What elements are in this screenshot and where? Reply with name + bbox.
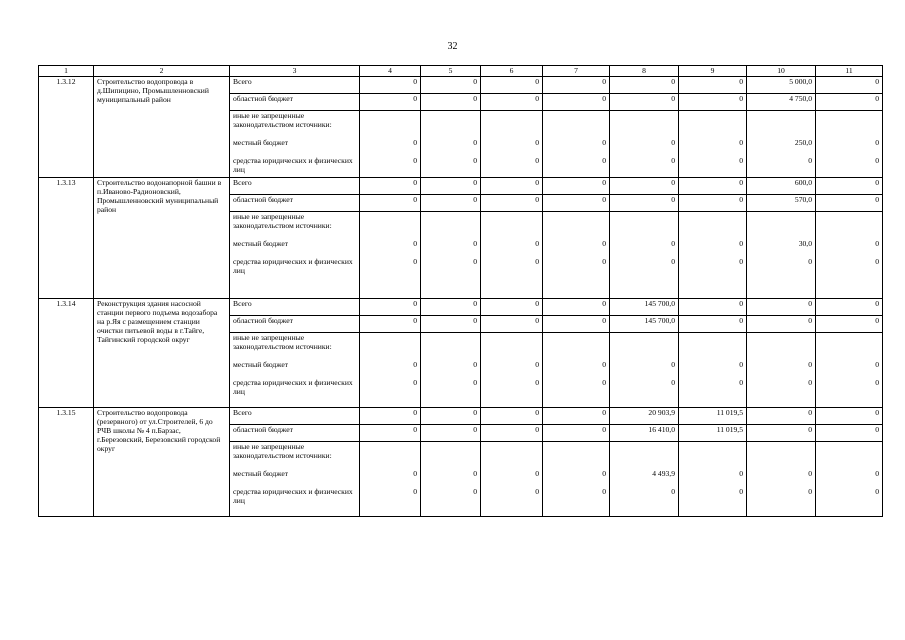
- value-local: 0: [808, 469, 812, 478]
- value-legal: 0: [808, 257, 812, 266]
- value-cell: 20 903,9: [610, 408, 679, 425]
- value-cell: 0: [543, 316, 610, 333]
- value-legal: 0: [875, 156, 879, 165]
- value-cell: 0: [610, 77, 679, 94]
- source-label-local: местный бюджет: [233, 469, 289, 478]
- source-label-local: местный бюджет: [233, 360, 289, 369]
- spacer: [750, 111, 812, 138]
- value-cell: 4 750,0: [747, 94, 816, 111]
- value-local: 0: [413, 360, 417, 369]
- spacer: [484, 111, 539, 138]
- value-local: 0: [875, 469, 879, 478]
- project-row-total: [39, 408, 883, 425]
- spacer: [484, 442, 539, 469]
- value-local: 0: [473, 469, 477, 478]
- value-cell: 145 700,0: [610, 299, 679, 316]
- project-name: Строительство водопровода в д.Шипицино, Промышленновский муниципальный район: [94, 77, 230, 178]
- value-cell: 0: [360, 77, 421, 94]
- spacer: [546, 442, 606, 469]
- value-legal: 0: [473, 156, 477, 165]
- value-legal: 0: [473, 378, 477, 387]
- value-cell: 5 000,0: [747, 77, 816, 94]
- value-legal: 0: [413, 487, 417, 496]
- value-cell: 0: [360, 425, 421, 442]
- column-header: 2: [94, 66, 230, 77]
- value-local: 0: [671, 360, 675, 369]
- value-cell-stack: [610, 111, 679, 178]
- value-cell-stack: [360, 333, 421, 408]
- project-code: 1.3.15: [39, 408, 94, 517]
- project-code: 1.3.12: [39, 77, 94, 178]
- value-cell: 0: [421, 94, 481, 111]
- project-row-total: [39, 77, 883, 94]
- source-label-regional: областной бюджет: [230, 425, 360, 442]
- value-cell: 0: [481, 77, 543, 94]
- value-cell: 0: [481, 94, 543, 111]
- spacer: [363, 111, 417, 138]
- spacer: [750, 212, 812, 239]
- value-cell: 0: [543, 299, 610, 316]
- other-sources-cell: [230, 212, 360, 299]
- value-cell: 0: [816, 299, 883, 316]
- column-header: 1: [39, 66, 94, 77]
- value-local: 0: [535, 360, 539, 369]
- spacer: [819, 212, 879, 239]
- spacer: [363, 333, 417, 360]
- value-cell-stack: [610, 212, 679, 299]
- value-local: 0: [535, 469, 539, 478]
- column-header: 5: [421, 66, 481, 77]
- value-local: 0: [808, 360, 812, 369]
- project-name: Строительство водонапорной башни в п.Иваново-Радионовский, Промышленновский муниципальный район: [94, 178, 230, 299]
- value-cell-stack: [543, 212, 610, 299]
- value-local: 0: [473, 239, 477, 248]
- value-legal: 0: [535, 257, 539, 266]
- value-cell: 0: [360, 299, 421, 316]
- value-cell-stack: [481, 333, 543, 408]
- value-cell: 0: [747, 425, 816, 442]
- value-cell: 0: [543, 408, 610, 425]
- value-cell-stack: [543, 442, 610, 517]
- value-cell: 0: [481, 408, 543, 425]
- value-cell: 11 019,5: [679, 408, 747, 425]
- source-label-total: Всего: [230, 408, 360, 425]
- project-code: 1.3.14: [39, 299, 94, 408]
- value-local: 30,0: [798, 239, 812, 248]
- value-local: 0: [739, 138, 743, 147]
- project-code: 1.3.13: [39, 178, 94, 299]
- value-legal: 0: [413, 378, 417, 387]
- value-cell-stack: [816, 212, 883, 299]
- value-cell-stack: [543, 333, 610, 408]
- value-legal: 0: [808, 156, 812, 165]
- value-cell: 0: [816, 425, 883, 442]
- spacer: [682, 442, 743, 469]
- spacer: [546, 333, 606, 360]
- value-local: 0: [602, 239, 606, 248]
- value-cell-stack: [421, 333, 481, 408]
- source-label-total: Всего: [230, 299, 360, 316]
- spacer: [819, 111, 879, 138]
- value-cell-stack: [481, 442, 543, 517]
- value-cell: 0: [481, 195, 543, 212]
- value-cell-stack: [481, 212, 543, 299]
- source-label-legal: средства юридических и физических лиц: [233, 257, 353, 275]
- value-cell: 0: [421, 316, 481, 333]
- value-legal: 0: [671, 156, 675, 165]
- project-name: Строительство водопровода (резервного) от ул.Строителей, 6 до РЧВ школы № 4 п.Барзас, г.Березовский, Березовский городской округ: [94, 408, 230, 517]
- value-cell: 0: [816, 316, 883, 333]
- value-local: 0: [875, 239, 879, 248]
- project-name: Реконструкция здания насосной станции первого подъема водозабора на р.Яя с размещением станции очистки питьевой воды в г.Тайге, Тайгинский городской округ: [94, 299, 230, 408]
- value-cell: 0: [360, 316, 421, 333]
- value-local: 0: [602, 469, 606, 478]
- value-cell-stack: [421, 212, 481, 299]
- value-local: 0: [413, 239, 417, 248]
- value-legal: 0: [875, 257, 879, 266]
- value-local: 4 493,9: [652, 469, 675, 478]
- value-legal: 0: [473, 487, 477, 496]
- value-local: 0: [671, 239, 675, 248]
- value-cell-stack: [747, 333, 816, 408]
- value-local: 0: [671, 138, 675, 147]
- spacer: [613, 111, 675, 138]
- value-cell: 0: [481, 425, 543, 442]
- value-legal: 0: [875, 378, 879, 387]
- value-cell-stack: [421, 442, 481, 517]
- value-cell: 0: [747, 408, 816, 425]
- value-legal: 0: [739, 257, 743, 266]
- column-number-row: [39, 66, 883, 77]
- project-row-total: [39, 178, 883, 195]
- value-cell-stack: [360, 212, 421, 299]
- spacer: [613, 212, 675, 239]
- value-legal: 0: [535, 378, 539, 387]
- value-cell: 0: [543, 178, 610, 195]
- value-legal: 0: [535, 156, 539, 165]
- value-local: 250,0: [794, 138, 812, 147]
- value-cell-stack: [679, 111, 747, 178]
- value-legal: 0: [671, 257, 675, 266]
- column-header: 6: [481, 66, 543, 77]
- source-label-other: иные не запрещенные законодательством источники:: [233, 111, 332, 129]
- value-legal: 0: [808, 487, 812, 496]
- source-label-other: иные не запрещенные законодательством источники:: [233, 442, 332, 460]
- value-local: 0: [739, 360, 743, 369]
- value-local: 0: [413, 138, 417, 147]
- value-cell-stack: [610, 442, 679, 517]
- other-sources-cell: [230, 111, 360, 178]
- value-cell: 11 019,5: [679, 425, 747, 442]
- value-cell: 0: [481, 299, 543, 316]
- value-local: 0: [602, 360, 606, 369]
- value-cell: 0: [421, 195, 481, 212]
- spacer: [424, 212, 477, 239]
- source-label-local: местный бюджет: [233, 239, 289, 248]
- value-cell: 0: [360, 94, 421, 111]
- column-header: 9: [679, 66, 747, 77]
- value-cell-stack: [747, 442, 816, 517]
- value-cell: 0: [543, 77, 610, 94]
- column-header: 4: [360, 66, 421, 77]
- value-legal: 0: [671, 487, 675, 496]
- source-label-regional: областной бюджет: [230, 94, 360, 111]
- spacer: [682, 212, 743, 239]
- value-cell-stack: [610, 333, 679, 408]
- value-cell: 0: [679, 77, 747, 94]
- value-cell: 0: [816, 178, 883, 195]
- value-cell: 0: [679, 94, 747, 111]
- value-cell: 0: [481, 316, 543, 333]
- value-legal: 0: [602, 257, 606, 266]
- value-cell: 0: [360, 408, 421, 425]
- column-header: 10: [747, 66, 816, 77]
- value-cell-stack: [747, 212, 816, 299]
- value-cell-stack: [679, 333, 747, 408]
- budget-table: [38, 65, 883, 517]
- column-header: 11: [816, 66, 883, 77]
- value-local: 0: [739, 469, 743, 478]
- value-legal: 0: [602, 378, 606, 387]
- value-legal: 0: [413, 156, 417, 165]
- value-cell: 0: [679, 316, 747, 333]
- value-cell: 0: [610, 94, 679, 111]
- value-local: 0: [535, 138, 539, 147]
- column-header: 7: [543, 66, 610, 77]
- other-sources-cell: [230, 442, 360, 517]
- source-label-total: Всего: [230, 178, 360, 195]
- value-local: 0: [875, 138, 879, 147]
- spacer: [750, 442, 812, 469]
- spacer: [546, 212, 606, 239]
- value-local: 0: [473, 138, 477, 147]
- value-cell-stack: [747, 111, 816, 178]
- spacer: [613, 442, 675, 469]
- value-legal: 0: [473, 257, 477, 266]
- value-cell-stack: [543, 111, 610, 178]
- value-cell: 570,0: [747, 195, 816, 212]
- value-cell: 0: [543, 195, 610, 212]
- value-legal: 0: [739, 378, 743, 387]
- spacer: [363, 212, 417, 239]
- spacer: [484, 212, 539, 239]
- spacer: [819, 333, 879, 360]
- value-legal: 0: [602, 487, 606, 496]
- other-sources-cell: [230, 333, 360, 408]
- value-cell-stack: [421, 111, 481, 178]
- source-label-other: иные не запрещенные законодательством источники:: [233, 333, 332, 351]
- value-local: 0: [413, 469, 417, 478]
- value-legal: 0: [875, 487, 879, 496]
- value-legal: 0: [671, 378, 675, 387]
- value-cell: 0: [421, 408, 481, 425]
- page-number: 32: [447, 41, 458, 52]
- project-row-total: [39, 299, 883, 316]
- value-cell: 0: [679, 299, 747, 316]
- value-cell-stack: [816, 442, 883, 517]
- value-legal: 0: [739, 487, 743, 496]
- value-local: 0: [535, 239, 539, 248]
- value-cell: 600,0: [747, 178, 816, 195]
- value-cell: 0: [747, 316, 816, 333]
- column-header: 3: [230, 66, 360, 77]
- value-cell: 0: [816, 195, 883, 212]
- value-cell: 0: [679, 195, 747, 212]
- value-legal: 0: [808, 378, 812, 387]
- value-cell: 0: [610, 195, 679, 212]
- value-cell: 0: [421, 77, 481, 94]
- value-cell: 0: [543, 425, 610, 442]
- spacer: [424, 442, 477, 469]
- value-cell: 0: [421, 299, 481, 316]
- value-cell-stack: [360, 442, 421, 517]
- value-legal: 0: [602, 156, 606, 165]
- source-label-local: местный бюджет: [233, 138, 289, 147]
- spacer: [682, 333, 743, 360]
- source-label-total: Всего: [230, 77, 360, 94]
- value-local: 0: [739, 239, 743, 248]
- value-cell-stack: [360, 111, 421, 178]
- source-label-legal: средства юридических и физических лиц: [233, 487, 353, 505]
- value-cell: 0: [360, 195, 421, 212]
- value-cell-stack: [816, 111, 883, 178]
- value-cell: 0: [816, 94, 883, 111]
- value-cell: 0: [481, 178, 543, 195]
- value-cell: 0: [679, 178, 747, 195]
- value-cell: 0: [421, 425, 481, 442]
- value-cell: 145 700,0: [610, 316, 679, 333]
- value-cell-stack: [481, 111, 543, 178]
- spacer: [750, 333, 812, 360]
- spacer: [613, 333, 675, 360]
- value-legal: 0: [739, 156, 743, 165]
- value-local: 0: [602, 138, 606, 147]
- value-legal: 0: [413, 257, 417, 266]
- spacer: [484, 333, 539, 360]
- spacer: [819, 442, 879, 469]
- spacer: [546, 111, 606, 138]
- source-label-legal: средства юридических и физических лиц: [233, 378, 353, 396]
- spacer: [424, 333, 477, 360]
- value-cell: 0: [421, 178, 481, 195]
- value-cell: 0: [816, 77, 883, 94]
- spacer: [682, 111, 743, 138]
- spacer: [424, 111, 477, 138]
- source-label-regional: областной бюджет: [230, 316, 360, 333]
- value-cell: 0: [816, 408, 883, 425]
- value-legal: 0: [535, 487, 539, 496]
- source-label-legal: средства юридических и физических лиц: [233, 156, 353, 174]
- value-cell: 0: [543, 94, 610, 111]
- source-label-regional: областной бюджет: [230, 195, 360, 212]
- source-label-other: иные не запрещенные законодательством источники:: [233, 212, 332, 230]
- value-cell: 0: [747, 299, 816, 316]
- value-local: 0: [875, 360, 879, 369]
- value-cell: 0: [360, 178, 421, 195]
- value-cell-stack: [816, 333, 883, 408]
- value-local: 0: [473, 360, 477, 369]
- value-cell: 16 410,0: [610, 425, 679, 442]
- value-cell: 0: [610, 178, 679, 195]
- value-cell-stack: [679, 442, 747, 517]
- value-cell-stack: [679, 212, 747, 299]
- spacer: [363, 442, 417, 469]
- column-header: 8: [610, 66, 679, 77]
